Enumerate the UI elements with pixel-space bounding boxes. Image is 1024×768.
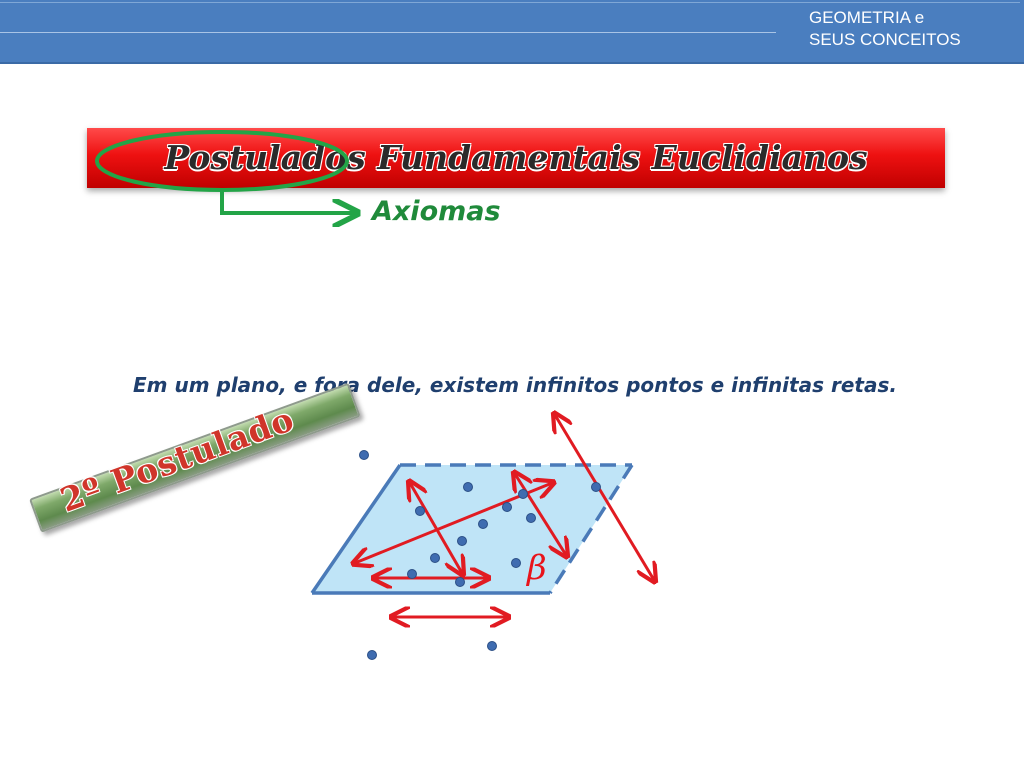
- plane-label: β: [527, 548, 547, 588]
- point: [456, 578, 465, 587]
- point: [512, 559, 521, 568]
- point: [464, 483, 473, 492]
- axiomas-label: Axiomas: [372, 196, 501, 227]
- point: [360, 451, 369, 460]
- axiomas-arrow: [222, 190, 355, 213]
- point: [519, 490, 528, 499]
- point: [431, 554, 440, 563]
- point: [503, 503, 512, 512]
- point: [488, 642, 497, 651]
- highlight-ellipse: [97, 132, 347, 190]
- point: [416, 507, 425, 516]
- point: [479, 520, 488, 529]
- point: [592, 483, 601, 492]
- postulate-badge-label: 2º Postulado: [55, 399, 300, 520]
- page-title: Postulados Fundamentais Euclidianos: [164, 138, 868, 177]
- point: [527, 514, 536, 523]
- header-title-line2: SEUS CONCEITOS: [809, 30, 961, 49]
- postulate-statement: Em um plano, e fora dele, existem infinitos pontos e infinitas retas.: [133, 373, 897, 397]
- header-title-line1: GEOMETRIA e: [809, 8, 925, 27]
- point: [408, 570, 417, 579]
- point: [458, 537, 467, 546]
- point: [368, 651, 377, 660]
